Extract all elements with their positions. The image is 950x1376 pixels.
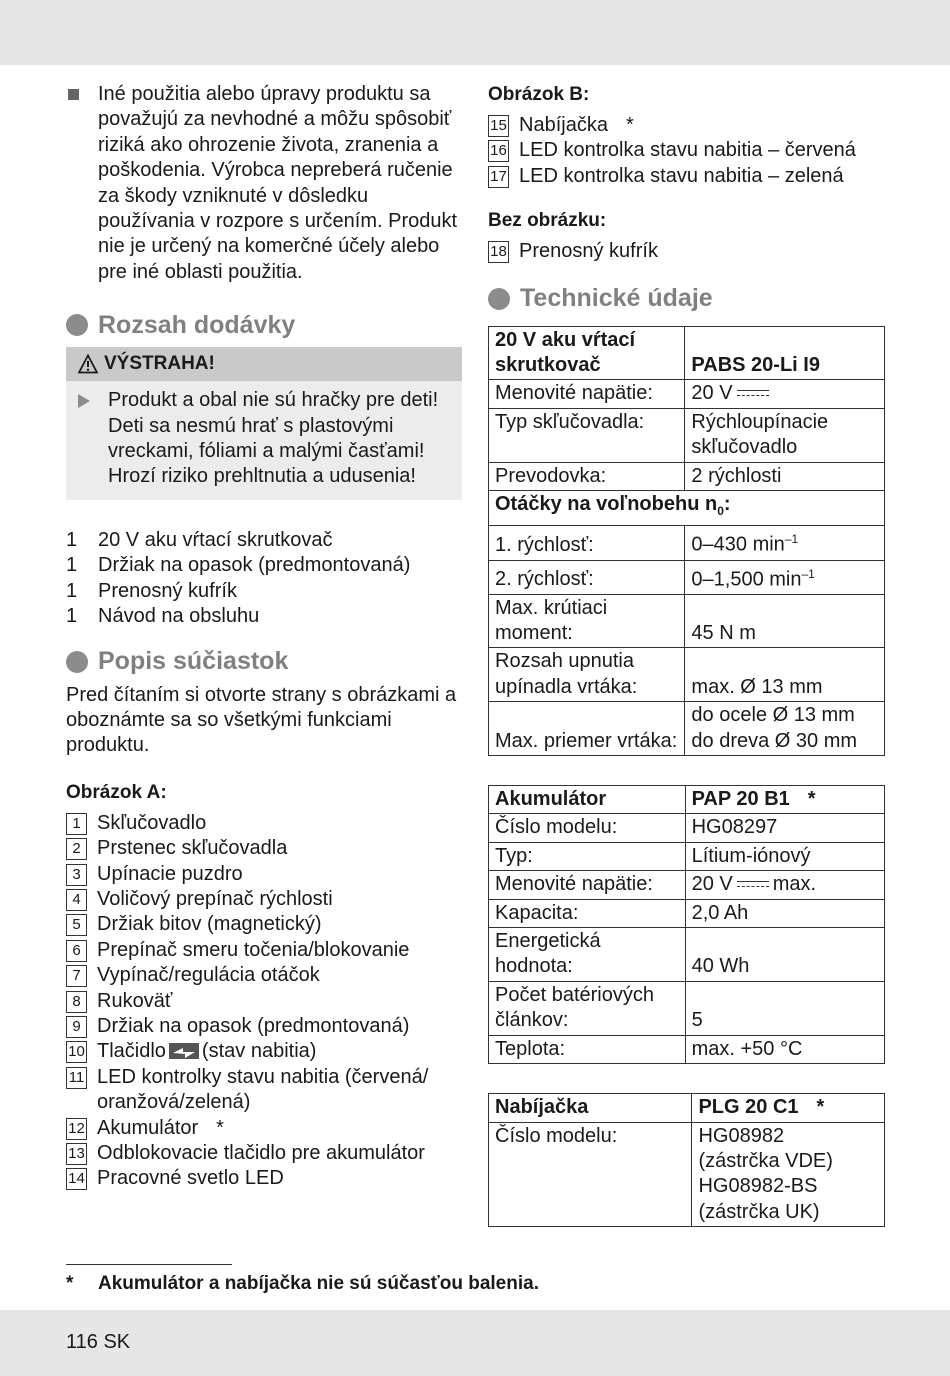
delivery-list xyxy=(66,528,462,630)
section-heading-delivery: Rozsah dodávky xyxy=(66,308,462,342)
table-row: Teplota: max. +50 °C xyxy=(489,1035,885,1063)
list-item: 15 Nabíjačka * xyxy=(488,113,885,138)
list-item: 1 20 V aku vŕtací skrutkovač xyxy=(66,528,333,551)
table-row: Počet batériových článkov: 5 xyxy=(489,981,885,1035)
circle-bullet-icon xyxy=(488,288,510,310)
charger-spec-table xyxy=(488,1093,885,1227)
table-row: Typ: Lítium-iónový xyxy=(489,842,885,870)
figure-b-title: Obrázok B: xyxy=(488,84,590,105)
left-column xyxy=(66,82,462,1192)
warning-header xyxy=(66,347,462,381)
list-item: 6 Prepínač smeru točenia/blokovanie xyxy=(66,938,462,963)
table-row: Max. priemer vrtáka: do ocele Ø 13 mm do dreva Ø 30 mm xyxy=(489,702,885,756)
warning-body xyxy=(66,381,462,500)
warning-triangle-icon xyxy=(78,354,98,374)
circle-bullet-icon xyxy=(66,651,88,673)
list-item: 1 Návod na obsluhu xyxy=(66,605,260,628)
footnote-text: Akumulátor a nabíjačka nie sú súčasťou balenia. xyxy=(98,1273,539,1294)
battery-flash-icon xyxy=(169,1043,199,1059)
table-row: Max. krútiaci moment: 45 N m xyxy=(489,594,885,648)
drill-spec-table xyxy=(488,326,885,756)
table-row: Menovité napätie: 20 V max. xyxy=(489,871,885,899)
section-heading-tech: Technické údaje xyxy=(488,282,885,316)
parts-intro: Pred čítaním si otvorte strany s obrázkami a oboznámte sa so všetkými funkciami produktu. xyxy=(66,683,457,757)
list-item: 18 Prenosný kufrík xyxy=(488,239,885,264)
table-row: 20 V aku vŕtací skrutkovač PABS 20-Li I9 xyxy=(489,326,885,380)
table-row: 1. rýchlosť: 0–430 $\min^{-1}$ xyxy=(489,526,885,560)
list-item: 12 Akumulátor * xyxy=(66,1116,462,1141)
table-row: 2. rýchlosť: 0–1,500 $\min^{-1}$ xyxy=(489,560,885,594)
figure-b-list xyxy=(488,113,885,189)
list-item: 7 Vypínač/regulácia otáčok xyxy=(66,963,462,988)
table-row: Kapacita: 2,0 Ah xyxy=(489,899,885,927)
no-figure-list xyxy=(488,239,885,264)
table-row: Číslo modelu: HG08982 (zástrčka VDE) HG08982-BS (zástrčka UK) xyxy=(489,1122,885,1227)
list-item: 4 Voličový prepínač rýchlosti xyxy=(66,887,462,912)
footnote: * Akumulátor a nabíjačka nie sú súčasťou balenia. xyxy=(66,1273,539,1294)
list-item: 9 Držiak na opasok (predmontovaná) xyxy=(66,1014,462,1039)
usage-note xyxy=(66,82,462,285)
list-item: 13 Odblokovacie tlačidlo pre akumulátor xyxy=(66,1141,462,1166)
table-row: Typ skľučovadla: Rýchloupínacie skľučovadlo xyxy=(489,408,885,462)
table-row: Otáčky na voľnobehu $n_0$: xyxy=(489,491,885,526)
page-top-band xyxy=(0,0,950,65)
arrow-right-icon xyxy=(78,394,90,408)
warning-title: VÝSTRAHA! xyxy=(104,353,215,375)
direct-current-icon xyxy=(737,880,769,890)
page-bottom-band xyxy=(0,1310,950,1376)
circle-bullet-icon xyxy=(66,314,88,336)
square-bullet-icon xyxy=(68,89,79,100)
table-row: Číslo modelu: HG08297 xyxy=(489,814,885,842)
direct-current-icon xyxy=(737,389,769,399)
figure-a-title: Obrázok A: xyxy=(66,781,167,803)
list-item: 10 Tlačidlo (stav nabitia) xyxy=(66,1039,462,1064)
page-number: 116 SK xyxy=(66,1331,131,1353)
list-item: 8 Rukoväť xyxy=(66,989,462,1014)
table-row: Prevodovka: 2 rýchlosti xyxy=(489,462,885,490)
no-figure-title: Bez obrázku: xyxy=(488,210,607,232)
right-column xyxy=(488,82,885,1227)
section-heading-parts: Popis súčiastok xyxy=(66,645,462,679)
list-item: 5 Držiak bitov (magnetický) xyxy=(66,912,462,937)
table-row: Nabíjačka PLG 20 C1 * xyxy=(489,1094,885,1122)
warning-text: Produkt a obal nie sú hračky pre deti! Deti sa nesmú hrať s plastovými vreckami, fóliami a malými časťami! Hrozí riziko prehltnutia a udusenia! xyxy=(108,389,439,488)
list-item: 17 LED kontrolka stavu nabitia – zelená xyxy=(488,164,885,189)
list-item: 2 Prstenec skľučovadla xyxy=(66,836,462,861)
figure-a-list xyxy=(66,811,462,1192)
list-item: 16 LED kontrolka stavu nabitia – červená xyxy=(488,138,885,163)
table-row: Energetická hodnota: 40 Wh xyxy=(489,928,885,982)
battery-spec-table xyxy=(488,785,885,1064)
table-row: Rozsah upnutia upínadla vrtáka: max. Ø 13 mm xyxy=(489,648,885,702)
list-item: 1 Skľučovadlo xyxy=(66,811,462,836)
table-row: Akumulátor PAP 20 B1 * xyxy=(489,786,885,814)
list-item: 3 Upínacie puzdro xyxy=(66,862,462,887)
list-item: 1 Prenosný kufrík xyxy=(66,579,237,602)
warning-box xyxy=(66,347,462,500)
usage-note-text: Iné použitia alebo úpravy produktu sa považujú za nevhodné a môžu spôsobiť riziká ako ohrozenie života, zranenia a poškodenia. Výrobca nepreberá ručenie za škody vzniknuté v dôsledku používania v rozpore s určením. Produkt nie je určený na komerčné účely alebo pre iné oblasti použitia. xyxy=(98,83,458,283)
list-item: 11 LED kontrolky stavu nabitia (červená/ oranžová/zelená) xyxy=(66,1065,462,1116)
footnote-divider xyxy=(66,1264,232,1265)
table-row: Menovité napätie: 20 V xyxy=(489,380,885,408)
list-item: 1 Držiak na opasok (predmontovaná) xyxy=(66,554,411,577)
list-item: 14 Pracovné svetlo LED xyxy=(66,1166,462,1191)
